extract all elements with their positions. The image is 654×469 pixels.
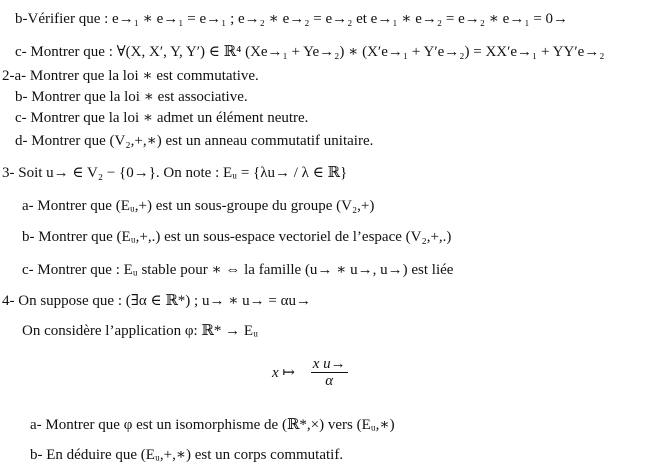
line-4a	[30, 416, 395, 434]
text: c- Montrer que : ∀(X, X′, Y, Y′) ∈ ℝ⁴ (Xe→₁ + Ye→₂) ∗ (X′e→₁ + Y′e→₂) = XX′e→₁ + YY′e→₂	[15, 44, 605, 60]
line-mapping	[272, 356, 348, 389]
text: On considère l’application φ: ℝ* → Eᵤ	[22, 323, 258, 339]
line-3b	[22, 228, 451, 246]
text: 2-a- Montrer que la loi ∗ est commutative.	[2, 68, 259, 84]
text: b- Montrer que la loi ∗ est associative.	[15, 89, 248, 105]
text: c- Montrer que la loi ∗ admet un élément neutre.	[15, 110, 309, 126]
line-application	[22, 322, 258, 340]
line-4	[2, 292, 311, 310]
line-2a	[2, 67, 259, 85]
mapping-left: x ↦	[272, 364, 295, 381]
line-b-verifier	[15, 10, 568, 28]
line-3c	[22, 261, 453, 279]
fraction-denominator: α	[325, 373, 334, 389]
text: c- Montrer que : Eᵤ stable pour ∗ ⇔ la famille (u→ ∗ u→, u→) est liée	[22, 262, 454, 278]
text: d- Montrer que (V₂,+,∗) est un anneau commutatif unitaire.	[15, 133, 374, 149]
line-3a	[22, 197, 374, 215]
line-2b	[15, 88, 248, 106]
line-4b	[30, 446, 343, 464]
text: a- Montrer que (Eᵤ,+) est un sous-groupe du groupe (V₂,+)	[22, 198, 375, 214]
fraction-numerator: x u→	[312, 356, 346, 372]
text: 3- Soit u→ ∈ V₂ − {0→}. On note : Eᵤ = {λu→ / λ ∈ ℝ}	[2, 165, 348, 181]
text: a- Montrer que φ est un isomorphisme de (ℝ*,×) vers (Eᵤ,∗)	[30, 417, 395, 433]
text: b- Montrer que (Eᵤ,+,.) est un sous-espace vectoriel de l’espace (V₂,+,.)	[22, 229, 452, 245]
text: b-Vérifier que : e→₁ ∗ e→₁ = e→₁ ; e→₂ ∗ e→₂ = e→₂ et e→₁ ∗ e→₂ = e→₂ ∗ e→₁ = 0→	[15, 11, 569, 27]
text: b- En déduire que (Eᵤ,+,∗) est un corps commutatif.	[30, 447, 344, 463]
line-2d	[15, 132, 373, 150]
line-2c	[15, 109, 308, 127]
line-c-montrer-forall	[15, 43, 605, 61]
mapping-fraction	[311, 356, 348, 389]
line-3-soit	[2, 164, 347, 182]
text: 4- On suppose que : (∃α ∈ ℝ*) ; u→ ∗ u→ = αu→	[2, 293, 311, 309]
